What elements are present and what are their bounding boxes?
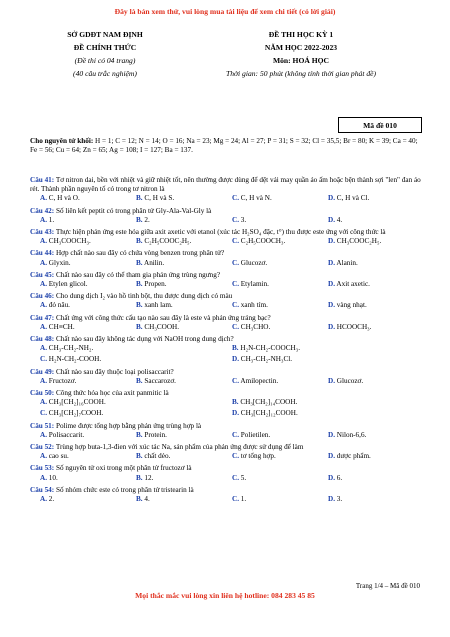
answer-option	[232, 216, 328, 227]
question-count-note: (40 câu trắc nghiệm)	[73, 69, 137, 78]
option-text: C, H và O.	[48, 194, 80, 203]
answer-option	[328, 431, 424, 442]
question-number: Câu 53:	[30, 464, 55, 473]
question-text: Chất nào sau đây thuộc loại polisaccarit?	[55, 367, 174, 376]
option-text: Saccarozơ.	[144, 376, 176, 385]
question-number: Câu 49:	[30, 367, 55, 376]
option-letter: D.	[328, 237, 335, 246]
question-number: Câu 44:	[30, 249, 55, 258]
question-number: Câu 48:	[30, 335, 55, 344]
question-stem	[30, 207, 424, 216]
answer-option	[40, 280, 136, 291]
option-text: CH≡CH.	[48, 322, 75, 331]
option-letter: D.	[328, 280, 335, 289]
question-number: Câu 51:	[30, 421, 55, 430]
option-text: 1.	[240, 495, 247, 504]
option-text: 3.	[336, 495, 343, 504]
option-letter: A.	[40, 322, 47, 331]
question-stem	[30, 271, 424, 280]
answer-option	[40, 474, 136, 485]
option-letter: C.	[232, 258, 239, 267]
question-stem	[30, 249, 424, 258]
answer-option	[40, 323, 136, 334]
answer-option	[232, 409, 424, 420]
option-letter: A.	[40, 495, 47, 504]
option-text: CH₃COOCH₃.	[48, 237, 91, 246]
question-number: Câu 50:	[30, 389, 55, 398]
answer-option	[136, 431, 232, 442]
option-letter: D.	[328, 322, 335, 331]
option-letter: D.	[328, 495, 335, 504]
answer-option	[136, 237, 232, 248]
option-text: tơ tổng hợp.	[240, 452, 276, 461]
question-stem	[30, 314, 424, 323]
atomic-mass-values: H = 1; C = 12; N = 14; O = 16; Na = 23; Mg = 24; Al = 27; P = 31; S = 32; Cl = 35,5; Br = 80; K = 39; Ca = 40; Fe = 56; Cu = 64; Zn = 65; Ag = 108; I = 127; Ba = 137.	[30, 137, 418, 155]
option-text: Axit axetic.	[336, 280, 370, 289]
answer-option	[40, 301, 136, 312]
option-letter: C.	[232, 430, 239, 439]
question-stem	[30, 292, 424, 301]
option-letter: A.	[40, 452, 47, 461]
answer-option	[40, 259, 136, 270]
option-letter: D.	[328, 452, 335, 461]
option-letter: B.	[136, 215, 143, 224]
option-text: HCOOCH₃.	[336, 322, 372, 331]
question-number: Câu 42:	[30, 206, 55, 215]
exam-code-box: Mã đề 010	[338, 117, 422, 133]
answer-option	[328, 301, 424, 312]
answer-options	[30, 237, 424, 248]
option-letter: A.	[40, 376, 47, 385]
option-text: Fructozơ.	[48, 376, 77, 385]
option-letter: B.	[136, 376, 143, 385]
answer-option	[40, 377, 136, 388]
option-letter: B.	[232, 398, 239, 407]
option-text: CH₃[CH₂]₁₄COOH.	[240, 398, 298, 407]
option-letter: C.	[232, 495, 239, 504]
answer-option	[232, 431, 328, 442]
option-text: CH₃COOH.	[144, 322, 180, 331]
option-text: C₂H₅COOC₂H₅.	[144, 237, 192, 246]
option-letter: D.	[328, 258, 335, 267]
option-letter: D.	[328, 215, 335, 224]
answer-option	[40, 194, 136, 205]
option-text: CH₃-CH₂-NH₂.	[48, 344, 94, 353]
answer-option	[40, 216, 136, 227]
option-text: 12.	[144, 473, 154, 482]
option-letter: C.	[40, 409, 47, 418]
answer-option	[328, 323, 424, 334]
answer-options	[30, 398, 424, 420]
question-stem	[30, 389, 424, 398]
answer-option	[136, 474, 232, 485]
answer-options	[30, 474, 424, 485]
option-letter: D.	[328, 473, 335, 482]
answer-option	[232, 301, 328, 312]
answer-option	[328, 452, 424, 463]
school-year: NĂM HỌC 2022-2023	[264, 43, 338, 52]
option-text: 4.	[144, 495, 150, 504]
option-text: Alanin.	[336, 258, 358, 267]
option-text: H₂N-CH₂-COOH.	[48, 355, 102, 364]
answer-option	[136, 323, 232, 334]
answer-options	[30, 301, 424, 312]
option-letter: C.	[232, 280, 239, 289]
question-item	[30, 271, 424, 291]
question-item	[30, 314, 424, 334]
option-text: 6.	[336, 473, 343, 482]
question-text: Chất nào sau đây không tác dụng với NaOH trong dung dịch?	[55, 335, 234, 344]
answer-option	[328, 216, 424, 227]
question-item	[30, 368, 424, 388]
answer-option	[136, 377, 232, 388]
option-letter: B.	[136, 280, 143, 289]
question-item	[30, 335, 424, 367]
answer-options	[30, 344, 424, 366]
answer-option	[40, 495, 136, 506]
option-text: 1.	[48, 215, 55, 224]
answer-option	[232, 194, 328, 205]
answer-options	[30, 323, 424, 334]
question-text: Số liên kết peptit có trong phân tử Gly-Ala-Val-Gly là	[55, 206, 212, 215]
option-text: Polietilen.	[240, 430, 271, 439]
question-item	[30, 207, 424, 227]
option-text: CH₃CHO.	[240, 322, 271, 331]
answer-option	[40, 398, 232, 409]
option-letter: C.	[232, 237, 239, 246]
question-stem	[30, 422, 424, 431]
option-text: Polisaccarit.	[48, 430, 85, 439]
answer-option	[328, 495, 424, 506]
option-letter: B.	[232, 344, 239, 353]
option-letter: A.	[40, 344, 47, 353]
department-name: SỞ GDĐT NAM ĐỊNH	[67, 30, 143, 39]
question-text: Chất ứng với công thức cấu tạo nào sau đây là este và phản ứng tráng bạc?	[55, 313, 271, 322]
option-letter: B.	[136, 495, 143, 504]
question-item	[30, 389, 424, 421]
option-letter: A.	[40, 215, 47, 224]
option-text: đỏ nâu.	[48, 301, 70, 310]
option-letter: C.	[232, 215, 239, 224]
answer-option	[136, 452, 232, 463]
option-letter: A.	[40, 430, 47, 439]
question-number: Câu 54:	[30, 485, 55, 494]
option-text: Etylamin.	[240, 280, 269, 289]
page-count-note: (Đề thi có 04 trang)	[74, 56, 136, 65]
question-item	[30, 464, 424, 484]
option-text: 10.	[48, 473, 58, 482]
subject: Môn: HOÁ HỌC	[272, 56, 330, 65]
question-stem	[30, 368, 424, 377]
answer-options	[30, 452, 424, 463]
answer-option	[40, 344, 232, 355]
question-stem	[30, 335, 424, 344]
option-letter: B.	[136, 473, 143, 482]
option-letter: C.	[232, 194, 239, 203]
option-text: C₂H₅COOCH₃.	[240, 237, 286, 246]
answer-options	[30, 280, 424, 291]
option-letter: B.	[136, 322, 143, 331]
option-text: Glucozơ.	[240, 258, 268, 267]
question-text: Polime được tổng hợp bằng phản ứng trùng hợp là	[55, 421, 202, 430]
exam-header	[30, 30, 422, 82]
question-stem	[30, 228, 424, 237]
answer-option	[232, 474, 328, 485]
answer-option	[232, 237, 328, 248]
option-text: CH₃[CH₂]₁₆COOH.	[48, 398, 106, 407]
option-text: cao su.	[48, 452, 69, 461]
question-text: Cho dung dịch I₂ vào hồ tinh bột, thu được dung dịch có màu	[55, 292, 233, 301]
answer-option	[40, 237, 136, 248]
answer-option	[40, 355, 232, 366]
question-item	[30, 292, 424, 312]
answer-options	[30, 377, 424, 388]
option-text: Amilopectin.	[240, 376, 279, 385]
answer-option	[40, 409, 232, 420]
atomic-mass-label: Cho nguyên tử khối:	[30, 137, 94, 145]
option-letter: B.	[136, 258, 143, 267]
option-text: Anilin.	[144, 258, 165, 267]
answer-option	[40, 431, 136, 442]
option-text: 3.	[240, 215, 247, 224]
answer-option	[136, 194, 232, 205]
option-letter: A.	[40, 258, 47, 267]
option-letter: B.	[136, 430, 143, 439]
answer-options	[30, 259, 424, 270]
option-text: CH₃[CH₂]₁₂COOH.	[240, 409, 298, 418]
answer-option	[232, 280, 328, 291]
option-text: Propen.	[144, 280, 167, 289]
question-item	[30, 228, 424, 248]
question-item	[30, 422, 424, 442]
answer-option	[328, 237, 424, 248]
answer-option	[136, 495, 232, 506]
answer-option	[232, 495, 328, 506]
question-item	[30, 176, 424, 206]
option-letter: C.	[232, 301, 239, 310]
answer-option	[328, 377, 424, 388]
option-text: Glucozơ.	[336, 376, 364, 385]
option-text: 4.	[336, 215, 343, 224]
answer-option	[232, 344, 424, 355]
option-letter: A.	[40, 301, 47, 310]
question-list	[30, 176, 424, 507]
option-text: C, H và N.	[240, 194, 272, 203]
option-text: xanh tím.	[240, 301, 268, 310]
answer-options	[30, 495, 424, 506]
option-text: 2.	[48, 495, 55, 504]
answer-option	[328, 280, 424, 291]
question-text: Thực hiện phản ứng este hóa giữa axit axetic với etanol (xúc tác H₂SO₄ đặc, t°) thu được este ứng với công thức là	[55, 228, 386, 237]
option-text: chất dẻo.	[144, 452, 171, 461]
answer-option	[232, 259, 328, 270]
option-letter: D.	[328, 301, 335, 310]
answer-option	[136, 301, 232, 312]
option-text: CH₃COOC₂H₅.	[336, 237, 382, 246]
option-letter: C.	[40, 355, 47, 364]
answer-option	[136, 216, 232, 227]
option-letter: B.	[136, 301, 143, 310]
option-text: H₂N-CH₂-COOCH₃.	[240, 344, 301, 353]
question-text: Số nguyên tử oxi trong một phân tử fructozơ là	[55, 464, 192, 473]
option-letter: C.	[232, 322, 239, 331]
answer-options	[30, 216, 424, 227]
option-letter: A.	[40, 237, 47, 246]
answer-option	[232, 398, 424, 409]
question-number: Câu 41:	[30, 176, 55, 184]
option-text: 2.	[144, 215, 150, 224]
atomic-mass-note	[30, 137, 422, 155]
question-stem	[30, 176, 424, 194]
question-text: Công thức hóa học của axit panmitic là	[55, 389, 169, 398]
option-text: C, H và Cl.	[336, 194, 370, 203]
question-stem	[30, 464, 424, 473]
option-text: vàng nhạt.	[336, 301, 367, 310]
question-number: Câu 45:	[30, 270, 55, 279]
question-text: Trùng hợp buta-1,3-đien với xúc tác Na, sản phẩm của phản ứng được sử dụng để làm	[55, 443, 304, 452]
option-letter: B.	[136, 452, 143, 461]
preview-banner: Đây là bản xem thử, vui lòng mua tài liệu để xem chi tiết (có lời giải)	[114, 7, 336, 16]
option-letter: A.	[40, 473, 47, 482]
page-footer: Trang 1/4 – Mã đề 010	[355, 582, 420, 590]
question-item	[30, 486, 424, 506]
option-text: dược phẩm.	[336, 452, 371, 461]
option-letter: A.	[40, 194, 47, 203]
question-number: Câu 43:	[30, 228, 55, 237]
option-letter: D.	[328, 430, 335, 439]
answer-options	[30, 194, 424, 205]
option-text: CH₃-CH₂-NH₃Cl.	[240, 355, 293, 364]
answer-option	[136, 280, 232, 291]
option-letter: C.	[232, 452, 239, 461]
answer-option	[232, 377, 328, 388]
option-text: C, H và S.	[144, 194, 175, 203]
hotline-banner: Mọi thắc mắc vui lòng xin liên hệ hotline: 084 283 45 85	[135, 591, 315, 600]
option-text: xanh lam.	[144, 301, 173, 310]
answer-option	[136, 259, 232, 270]
answer-option	[232, 323, 328, 334]
option-letter: B.	[136, 237, 143, 246]
question-item	[30, 249, 424, 269]
answer-options	[30, 431, 424, 442]
question-text: Hợp chất nào sau đây có chứa vòng benzen trong phân tử?	[55, 249, 225, 258]
option-letter: B.	[136, 194, 143, 203]
answer-option	[328, 259, 424, 270]
option-letter: C.	[232, 376, 239, 385]
answer-option	[232, 355, 424, 366]
question-text: Chất nào sau đây có thể tham gia phản ứng trùng ngưng?	[55, 270, 221, 279]
option-text: Glyxin.	[48, 258, 71, 267]
question-text: Tơ nitron dai, bền với nhiệt và giữ nhiệt tốt, nên thường được dùng để dệt vải may quần áo ấm hoặc bện thành sợi "len" đan áo rét. Thành phần nguyên tố có trong tơ nitron là	[30, 176, 421, 194]
question-number: Câu 46:	[30, 292, 55, 301]
answer-option	[40, 452, 136, 463]
option-letter: D.	[232, 409, 239, 418]
answer-option	[328, 474, 424, 485]
answer-option	[328, 194, 424, 205]
option-text: CH₃[CH₂]₇COOH.	[48, 409, 104, 418]
answer-option	[232, 452, 328, 463]
option-letter: D.	[328, 194, 335, 203]
official-label: ĐỀ CHÍNH THỨC	[73, 43, 137, 52]
option-letter: A.	[40, 398, 47, 407]
question-number: Câu 47:	[30, 313, 55, 322]
option-letter: A.	[40, 280, 47, 289]
option-text: Nilon-6,6.	[336, 430, 367, 439]
exam-title: ĐỀ THI HỌC KỲ 1	[268, 30, 334, 39]
question-stem	[30, 486, 424, 495]
question-text: Số nhóm chức este có trong phân tử tristearin là	[55, 485, 194, 494]
option-text: Protein.	[144, 430, 167, 439]
time-limit: Thời gian: 50 phút (không tính thời gian phát đề)	[225, 69, 377, 78]
question-stem	[30, 443, 424, 452]
option-text: Etylen glicol.	[48, 280, 88, 289]
question-item	[30, 443, 424, 463]
option-letter: D.	[232, 355, 239, 364]
option-text: 5.	[240, 473, 247, 482]
option-letter: D.	[328, 376, 335, 385]
option-letter: C.	[232, 473, 239, 482]
question-number: Câu 52:	[30, 443, 55, 452]
